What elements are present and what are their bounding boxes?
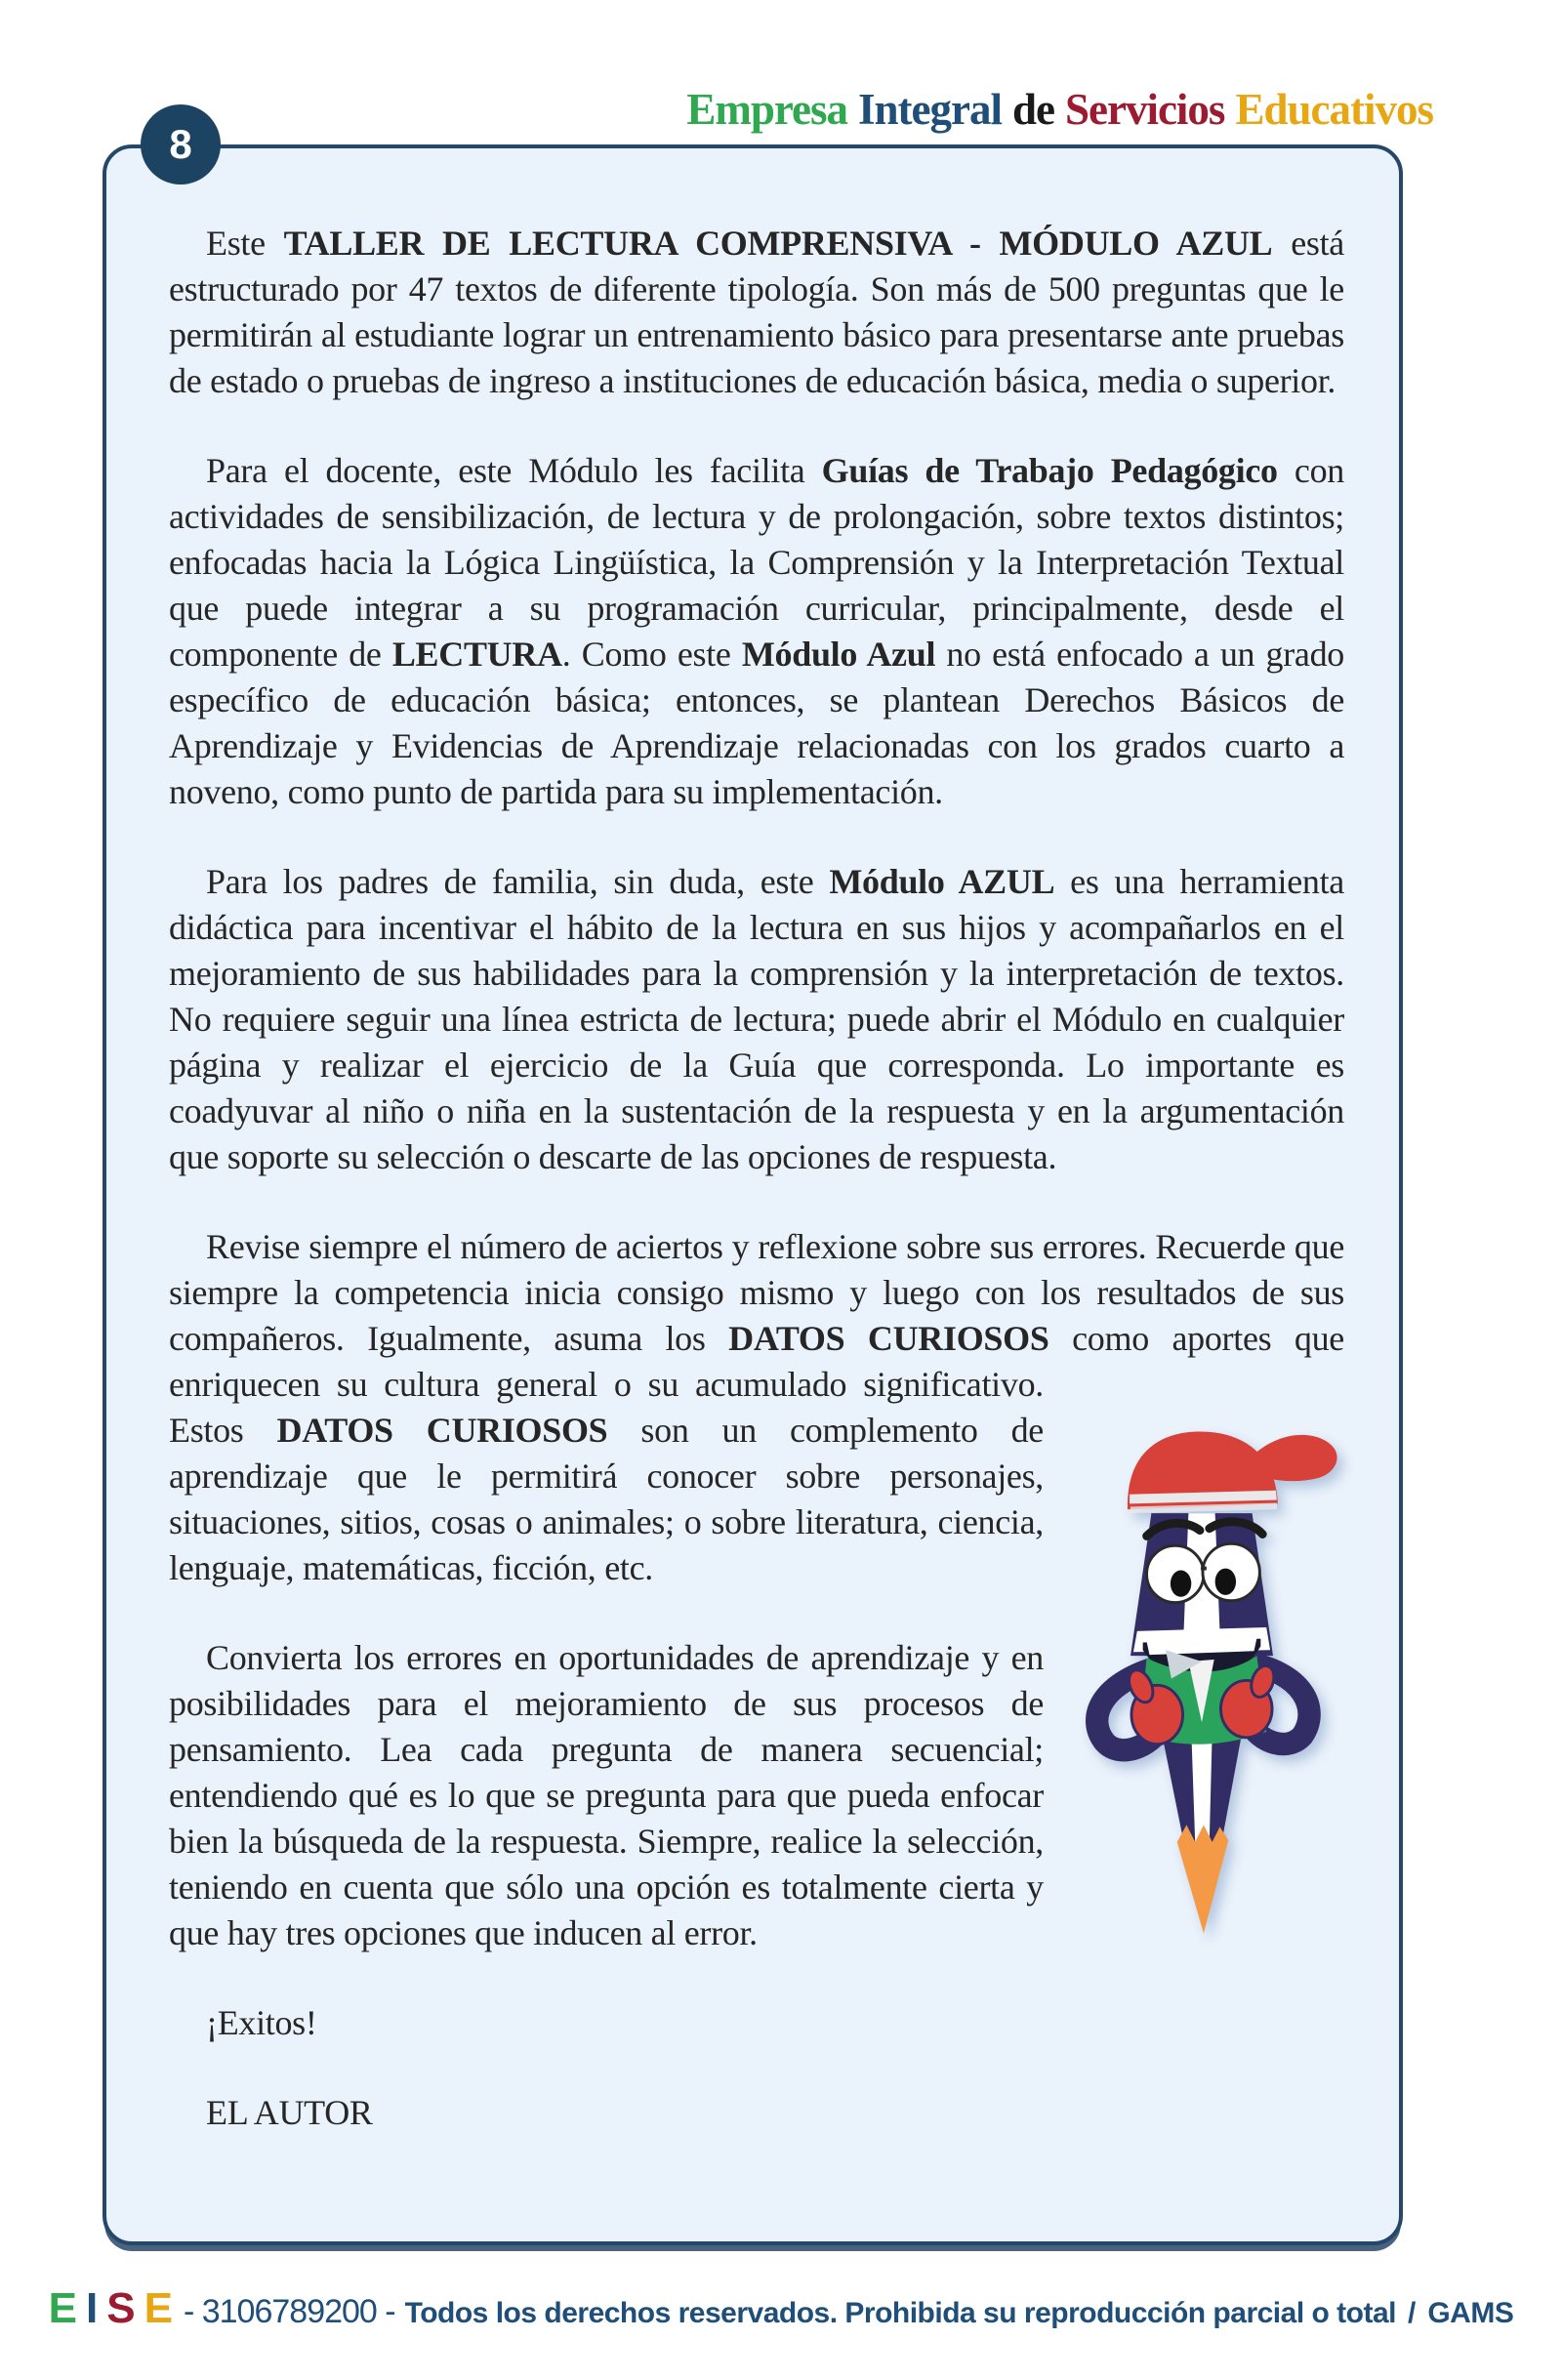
footer-eise-letter: E xyxy=(144,2284,173,2332)
brand-word: Educativos xyxy=(1235,85,1433,134)
text-run: EL AUTOR xyxy=(206,2093,373,2132)
brand-word: Integral xyxy=(858,85,1002,134)
footer-phone: - 3106789200 - xyxy=(183,2293,395,2330)
text-run: Estos xyxy=(169,1411,277,1450)
text-run: Este xyxy=(206,224,284,263)
paragraph-padres xyxy=(169,859,1344,1180)
footer-eise-letter: S xyxy=(106,2284,136,2332)
text-run: con actividades de sensibilización, de lectura y de prolongación, sobre textos distintos; enfocadas hacia la Lógica Lingüística, la Comprensión y la Interpretación Textual que puede integrar a su programación curricular, principalmente, desde el componente de xyxy=(169,451,1344,674)
brand-logo xyxy=(676,84,1433,135)
bold-text-run: DATOS CURIOSOS xyxy=(276,1411,608,1450)
paragraph-revise xyxy=(169,1224,1344,1591)
bold-text-run: DATOS CURIOSOS xyxy=(728,1319,1049,1358)
text-run: está estructurado por 47 textos de diferente tipología. Son más de 500 preguntas que le permitirán al estudiante lograr un entrenamiento básico para presentarse ante pruebas de estado o pruebas de ingreso a instituciones de educación básica, media o superior. xyxy=(169,224,1344,400)
footer-eise-letter: I xyxy=(86,2284,99,2332)
bold-text-run: LECTURA xyxy=(391,635,562,674)
text-run: Revise siempre el número de aciertos y reflexione sobre sus errores. Recuerde que siempre la competencia inicia consigo mismo y luego con los resultados de sus compañeros. Igualmente, asuma los xyxy=(169,1227,1344,1358)
footer-eise-logo xyxy=(49,2284,182,2333)
bold-text-run: TALLER DE LECTURA COMPRENSIVA - MÓDULO AZUL xyxy=(283,224,1273,263)
text-run: Para los padres de familia, sin duda, este xyxy=(206,862,830,901)
content-box xyxy=(103,144,1403,2245)
brand-word: Empresa xyxy=(686,85,847,134)
text-run: es una herramienta didáctica para incentivar el hábito de la lectura en sus hijos y acompañarlos en el mejoramiento de sus habilidades para la comprensión y la interpretación de textos. No requiere seguir una línea estricta de lectura; puede abrir el Módulo en cualquier página y realizar el ejercicio de la Guía que corresponda. Lo importante es coadyuvar al niño o niña en la sustentación de la respuesta y en la argumentación que soporte su selección o descarte de las opciones de respuesta. xyxy=(169,862,1344,1176)
footer-rights-text: Todos los derechos reservados. Prohibida su reproducción parcial o total xyxy=(404,2297,1396,2329)
paragraphs xyxy=(169,221,1344,2136)
paragraph-exitos xyxy=(169,2000,1344,2046)
pencil-mascot-illustration xyxy=(1059,1413,1344,1945)
brand-word: Servicios xyxy=(1064,85,1225,134)
footer-gams: GAMS xyxy=(1427,2297,1514,2329)
bold-text-run: Módulo AZUL xyxy=(829,862,1055,901)
text-run: . Como este xyxy=(561,635,742,674)
footer xyxy=(0,2284,1562,2333)
paragraph-intro xyxy=(169,221,1344,404)
text-run: no está enfocado a un grado específico de educación básica; entonces, se plantean Derechos Básicos de Aprendizaje y Evidencias de Aprendizaje relacionadas con los grados cuarto a noveno, como punto de partida para su implementación. xyxy=(169,635,1344,811)
footer-eise-letter: E xyxy=(48,2284,78,2332)
paragraph-autor xyxy=(169,2090,1344,2136)
footer-slash: / xyxy=(1407,2297,1417,2329)
pencil-mascot xyxy=(1059,1362,1344,1957)
paragraph-docente xyxy=(169,448,1344,815)
text-run: Para el docente, este Módulo les facilita xyxy=(206,451,822,490)
brand-word: de xyxy=(1011,85,1054,134)
text-run: ¡Exitos! xyxy=(206,2003,317,2042)
page-number-badge xyxy=(141,104,221,185)
text-run: Convierta los errores en oportunidades de aprendizaje y en posibilidades para el mejoramiento de sus procesos de pensamiento. Lea cada pregunta de manera secuencial; entendiendo qué es lo que se pregunta para que pueda enfocar bien la búsqueda de la respuesta. Siempre, realice la selección, teniendo en cuenta que sólo una opción es totalmente cierta y que hay tres opciones que inducen al error. xyxy=(169,1638,1044,1952)
text-run: como aportes que enriquecen su cultura general o su acumulado significativo. xyxy=(169,1319,1344,1404)
page-number: 8 xyxy=(169,121,192,167)
bold-text-run: Guías de Trabajo Pedagógico xyxy=(821,451,1278,490)
text-run: son un complemento de aprendizaje que le permitirá conocer sobre personajes, situaciones, sitios, cosas o animales; o sobre literatura, ciencia, lenguaje, matemáticas, ficción, etc. xyxy=(169,1411,1044,1587)
bold-text-run: Módulo Azul xyxy=(741,635,936,674)
